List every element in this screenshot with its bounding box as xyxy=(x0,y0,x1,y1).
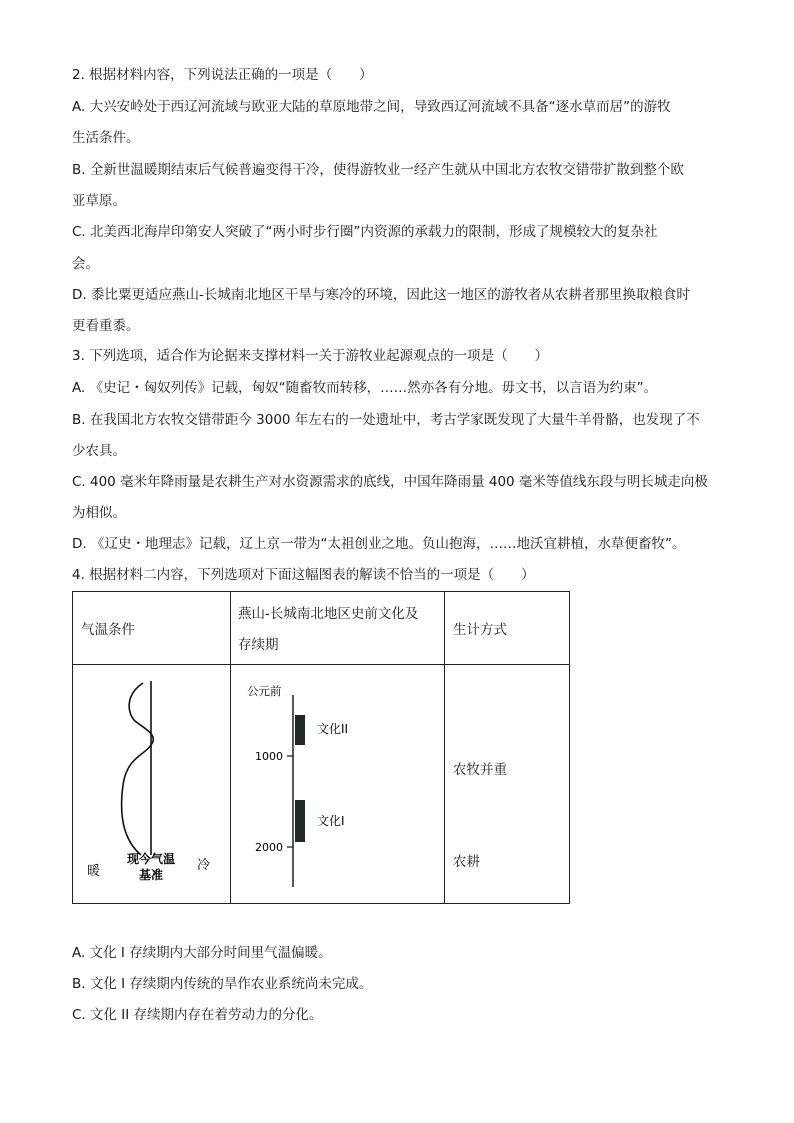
q4-figure-table xyxy=(72,591,570,904)
baseline-label-cont: 基准 xyxy=(139,868,164,882)
q3-option-c-cont: 为相似。 xyxy=(72,505,126,521)
q4-option-c: C. 文化 II 存续期内存在着劳动力的分化。 xyxy=(72,1007,323,1023)
culture2-label: 文化II xyxy=(317,722,349,736)
header-culture: 燕山-长城南北地区史前文化及 xyxy=(238,606,419,622)
cold-label: 冷 xyxy=(197,858,211,873)
q2-option-b: B. 全新世温暖期结束后气候普遍变得干冷，使得游牧业一经产生就从中国北方农牧交错带扩散到整个欧 xyxy=(72,162,684,178)
q3-option-c: C. 400 毫米年降雨量是农耕生产对水资源需求的底线，中国年降雨量 400 毫米等值线东段与明长城走向极 xyxy=(72,474,708,490)
timeline-label: 公元前 xyxy=(247,684,282,698)
q2-option-c: C. 北美西北海岸印第安人突破了“两小时步行圈”内资源的承载力的限制，形成了规模较大的复杂社 xyxy=(72,224,658,240)
warm-label: 暖 xyxy=(87,864,101,879)
q3-option-d: D. 《辽史・地理志》记载，辽上京一带为“太祖创业之地。负山抱海，……地沃宜耕植，水草便畜牧”。 xyxy=(72,536,686,552)
q2-option-a-cont: 生活条件。 xyxy=(72,130,140,146)
table-divider xyxy=(444,592,445,903)
q2-option-d: D. 黍比粟更适应燕山-长城南北地区干旱与寒冷的环境，因此这一地区的游牧者从农耕者那里换取粮食时 xyxy=(72,287,690,303)
header-temperature: 气温条件 xyxy=(81,622,135,638)
livelihood-farming: 农耕 xyxy=(453,854,480,870)
tick-label-2000: 2000 xyxy=(255,841,283,854)
temperature-curve xyxy=(122,683,154,855)
header-livelihood: 生计方式 xyxy=(453,622,507,638)
culture1-label: 文化I xyxy=(317,814,345,828)
q3-stem: 3. 下列选项，适合作为论据来支撑材料一关于游牧业起源观点的一项是（ ） xyxy=(72,348,549,364)
q4-stem: 4. 根据材料二内容，下列选项对下面这幅图表的解读不恰当的一项是（ ） xyxy=(72,567,535,583)
q3-option-b: B. 在我国北方农牧交错带距今 3000 年左右的一处遗址中，考古学家既发现了大量牛羊骨骼，也发现了不 xyxy=(72,412,700,428)
culture-timeline-chart xyxy=(231,665,443,903)
culture1-bar xyxy=(295,800,305,842)
baseline-label: 现今气温 xyxy=(127,852,176,866)
q3-option-b-cont: 少农具。 xyxy=(72,443,126,459)
q4-option-b: B. 文化 I 存续期内传统的旱作农业系统尚未完成。 xyxy=(72,976,373,992)
q3-option-a: A. 《史记・匈奴列传》记载，匈奴“随畜牧而转移，……然亦各有分地。毋文书，以言语为约束”。 xyxy=(72,380,658,396)
header-culture-cont: 存续期 xyxy=(238,637,279,653)
livelihood-mixed: 农牧并重 xyxy=(453,762,507,778)
q2-option-b-cont: 亚草原。 xyxy=(72,193,126,209)
q4-option-a: A. 文化 I 存续期内大部分时间里气温偏暖。 xyxy=(72,945,332,961)
culture2-bar xyxy=(295,715,305,745)
tick-label-1000: 1000 xyxy=(255,750,283,763)
q2-stem: 2. 根据材料内容，下列说法正确的一项是（ ） xyxy=(72,67,373,83)
q2-option-c-cont: 会。 xyxy=(72,256,99,272)
q2-option-a: A. 大兴安岭处于西辽河流域与欧亚大陆的草原地带之间，导致西辽河流域不具备“逐水草而居”的游牧 xyxy=(72,99,671,115)
temperature-curve-chart xyxy=(73,665,229,903)
q2-option-d-cont: 更看重黍。 xyxy=(72,318,140,334)
